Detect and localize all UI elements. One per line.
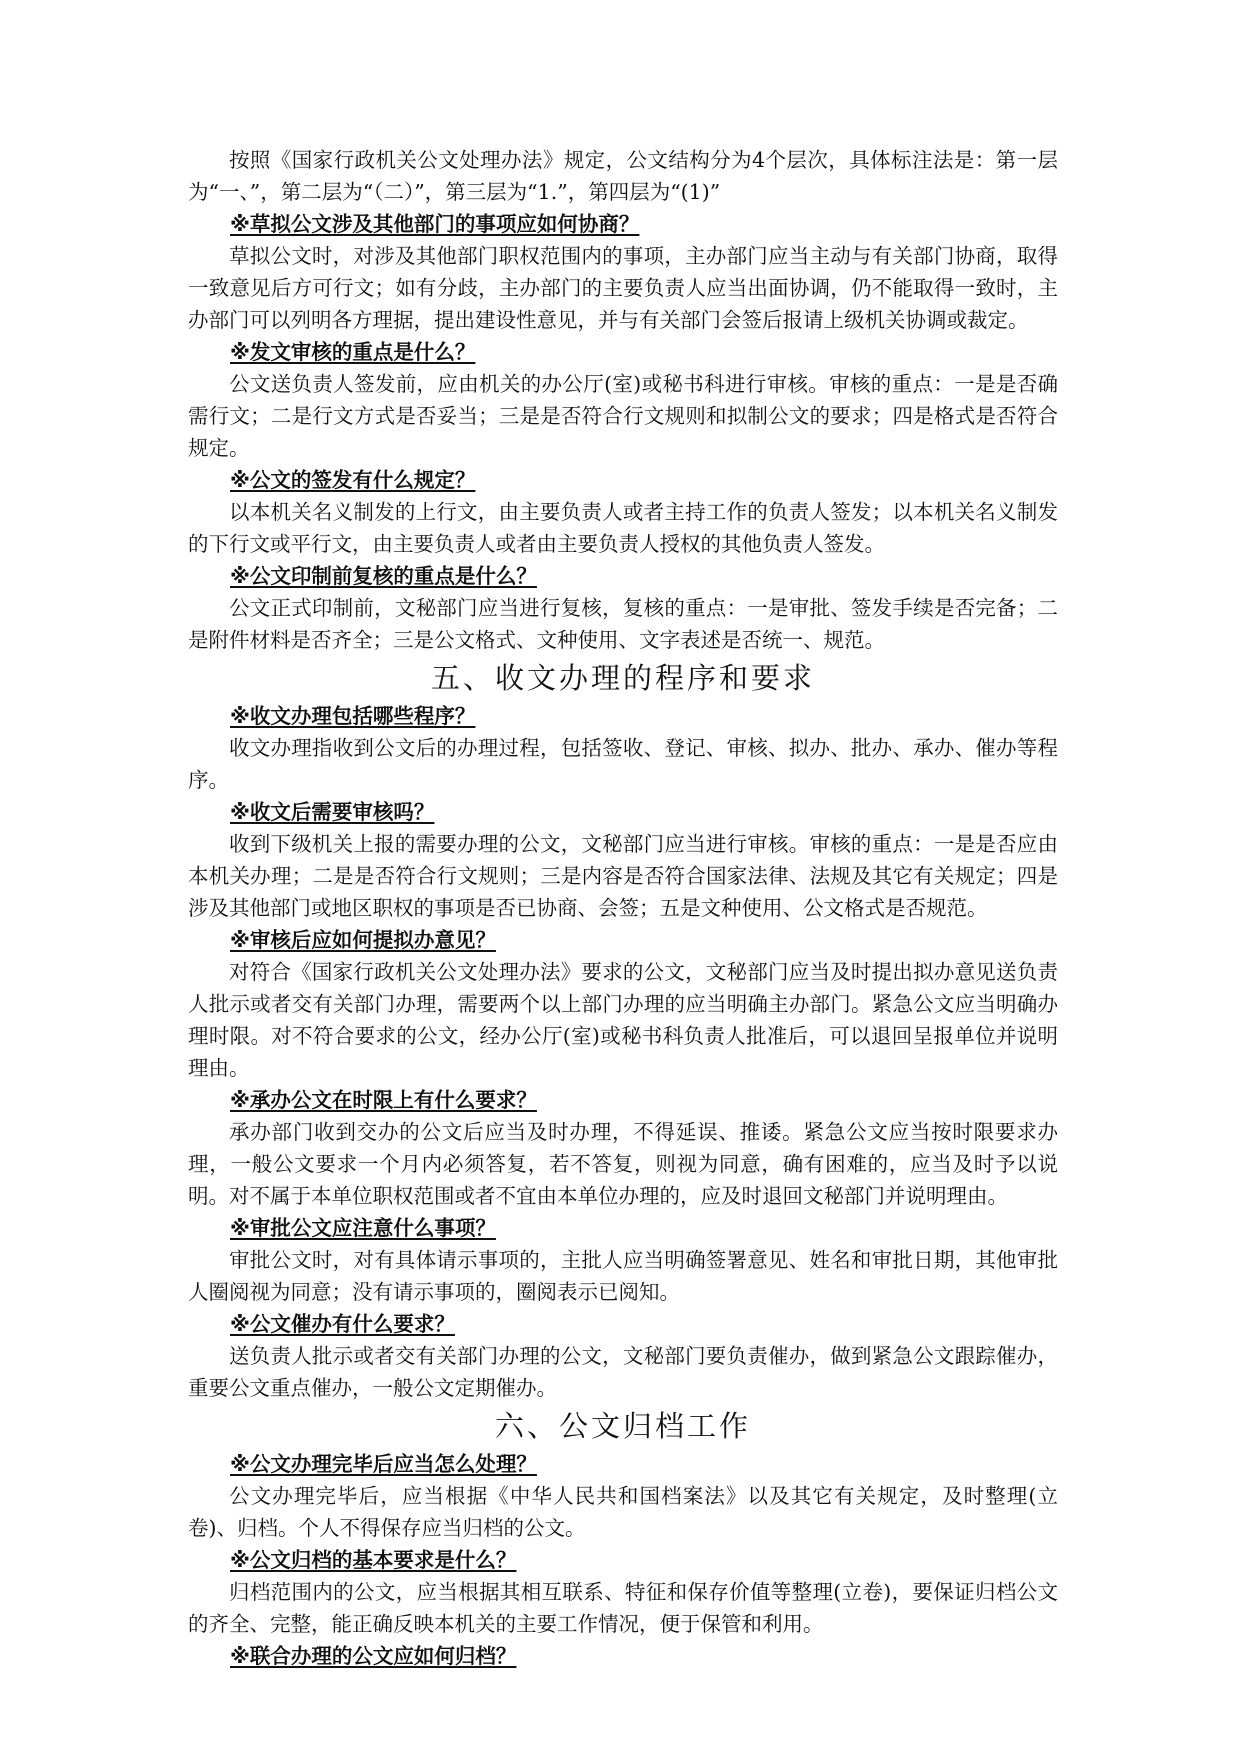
question-heading: ※公文归档的基本要求是什么？ bbox=[230, 1548, 517, 1572]
answer-paragraph: 归档范围内的公文，应当根据其相互联系、特征和保存价值等整理(立卷)，要保证归档公文的齐全、完整，能正确反映本机关的主要工作情况，便于保管和利用。 bbox=[188, 1580, 1058, 1636]
question-heading: ※联合办理的公文应如何归档？ bbox=[230, 1644, 517, 1668]
question-heading: ※收文后需要审核吗？ bbox=[230, 800, 435, 824]
question-heading: ※审批公文应注意什么事项？ bbox=[230, 1216, 496, 1240]
answer-paragraph: 送负责人批示或者交有关部门办理的公文，文秘部门要负责催办，做到紧急公文跟踪催办，重要公文重点催办，一般公文定期催办。 bbox=[188, 1344, 1058, 1400]
answer-paragraph: 公文送负责人签发前，应由机关的办公厅(室)或秘书科进行审核。审核的重点：一是是否确需行文；二是行文方式是否妥当；三是是否符合行文规则和拟制公文的要求；四是格式是否符合规定。 bbox=[188, 372, 1058, 460]
answer-paragraph: 草拟公文时，对涉及其他部门职权范围内的事项，主办部门应当主动与有关部门协商，取得一致意见后方可行文；如有分歧，主办部门的主要负责人应当出面协调，仍不能取得一致时，主办部门可以列明各方理据，提出建设性意见，并与有关部门会签后报请上级机关协调或裁定。 bbox=[188, 244, 1058, 332]
answer-paragraph: 公文办理完毕后，应当根据《中华人民共和国档案法》以及其它有关规定，及时整理(立卷)、归档。个人不得保存应当归档的公文。 bbox=[188, 1484, 1058, 1540]
answer-paragraph: 承办部门收到交办的公文后应当及时办理，不得延误、推诿。紧急公文应当按时限要求办理，一般公文要求一个月内必须答复，若不答复，则视为同意，确有困难的，应当及时予以说明。对不属于本单位职权范围或者不宜由本单位办理的，应及时退回文秘部门并说明理由。 bbox=[188, 1120, 1058, 1208]
answer-paragraph: 收文办理指收到公文后的办理过程，包括签收、登记、审核、拟办、批办、承办、催办等程序。 bbox=[188, 736, 1058, 792]
section-title: 六、公文归档工作 bbox=[494, 1409, 751, 1443]
question-heading: ※收文办理包括哪些程序？ bbox=[230, 704, 476, 728]
answer-paragraph: 收到下级机关上报的需要办理的公文，文秘部门应当进行审核。审核的重点：一是是否应由本机关办理；二是是否符合行文规则；三是内容是否符合国家法律、法规及其它有关规定；四是涉及其他部门或地区职权的事项是否已协商、会签；五是文种使用、公文格式是否规范。 bbox=[188, 832, 1058, 920]
answer-paragraph: 以本机关名义制发的上行文，由主要负责人或者主持工作的负责人签发；以本机关名义制发的下行文或平行文，由主要负责人或者由主要负责人授权的其他负责人签发。 bbox=[188, 500, 1058, 556]
question-heading: ※承办公文在时限上有什么要求？ bbox=[230, 1088, 537, 1112]
question-heading: ※草拟公文涉及其他部门的事项应如何协商？ bbox=[230, 212, 640, 236]
answer-paragraph: 公文正式印制前，文秘部门应当进行复核，复核的重点：一是审批、签发手续是否完备；二是附件材料是否齐全；三是公文格式、文种使用、文字表述是否统一、规范。 bbox=[188, 596, 1058, 652]
question-heading: ※公文印制前复核的重点是什么？ bbox=[230, 564, 537, 588]
question-heading: ※公文的签发有什么规定？ bbox=[230, 468, 476, 492]
question-heading: ※公文办理完毕后应当怎么处理？ bbox=[230, 1452, 537, 1476]
question-heading: ※公文催办有什么要求？ bbox=[230, 1312, 455, 1336]
answer-paragraph: 对符合《国家行政机关公文处理办法》要求的公文，文秘部门应当及时提出拟办意见送负责人批示或者交有关部门办理，需要两个以上部门办理的应当明确主办部门。紧急公文应当明确办理时限。对不符合要求的公文，经办公厅(室)或秘书科负责人批准后，可以退回呈报单位并说明理由。 bbox=[188, 960, 1058, 1080]
document-page bbox=[188, 144, 1058, 1672]
intro-paragraph: 按照《国家行政机关公文处理办法》规定，公文结构分为4个层次，具体标注法是：第一层为“一、”，第二层为“（二）”，第三层为“1.”，第四层为“(1)” bbox=[188, 148, 1058, 204]
answer-paragraph: 审批公文时，对有具体请示事项的，主批人应当明确签署意见、姓名和审批日期，其他审批人圈阅视为同意；没有请示事项的，圈阅表示已阅知。 bbox=[188, 1248, 1058, 1304]
question-heading: ※审核后应如何提拟办意见？ bbox=[230, 928, 496, 952]
section-title: 五、收文办理的程序和要求 bbox=[430, 661, 815, 695]
question-heading: ※发文审核的重点是什么？ bbox=[230, 340, 476, 364]
